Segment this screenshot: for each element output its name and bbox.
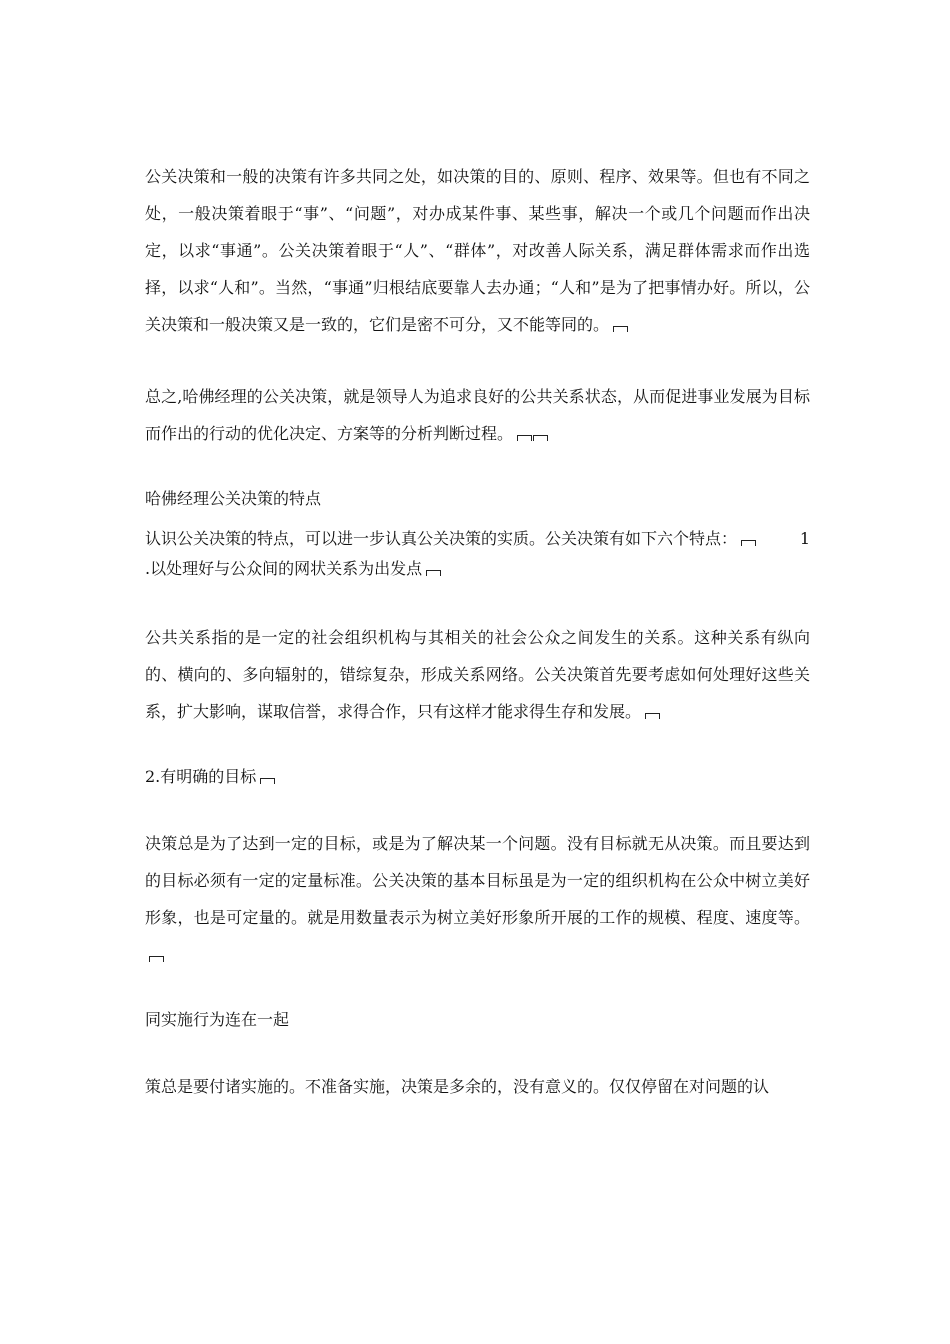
section-heading-features: 哈佛经理公关决策的特点 (145, 489, 322, 508)
paragraph-text: 总之,哈佛经理的公关决策，就是领导人为追求良好的公共关系状态，从而促进事业发展为目标而作出的行动的优化决定、方案等的分析判断过程。 (145, 387, 810, 443)
paragraph-mark-icon (533, 435, 548, 441)
paragraph-mark-icon (260, 778, 275, 784)
paragraph-mark-icon (741, 540, 756, 546)
paragraph-mark-icon (517, 435, 532, 441)
paragraph-common-vs-general (145, 158, 810, 343)
list-number: 1 (799, 529, 810, 548)
section-heading-implementation: 同实施行为连在一起 (145, 1010, 290, 1029)
paragraph-implementation: 策总是要付诸实施的。不准备实施，决策是多余的，没有意义的。仅仅停留在对问题的认 (145, 1077, 770, 1096)
paragraph-mark-icon (426, 570, 441, 576)
paragraph-mark-icon (613, 326, 628, 332)
heading-text: 2.有明确的目标 (145, 767, 257, 786)
paragraph-text: 认识公关决策的特点，可以进一步认真公关决策的实质。公关决策有如下六个特点： (145, 529, 738, 548)
paragraph-text: 公关决策和一般的决策有许多共同之处，如决策的目的、原则、程序、效果等。但也有不同之处，一般决策着眼于“事”、“问题”，对办成某件事、某些事，解决一个或几个问题而作出决定，以求“事通”。公关决策着眼于“人”、“群体”，对改善人际关系，满足群体需求而作出选择，以求“人和”。当然，“事通”归根结底要靠人去办通；“人和”是为了把事情办好。所以，公关决策和一般决策又是一致的，它们是密不可分，又不能等同的。 (145, 167, 810, 334)
paragraph-public-relations (145, 619, 810, 730)
paragraph-goals (145, 825, 810, 973)
section-heading-clear-goal (145, 764, 810, 790)
subheading-network: .以处理好与公众间的网状关系为出发点 (145, 559, 423, 578)
paragraph-text: 公共关系指的是一定的社会组织机构与其相关的社会公众之间发生的关系。这种关系有纵向的、横向的、多向辐射的，错综复杂，形成关系网络。公关决策首先要考虑如何处理好这些关系，扩大影响，谋取信誉，求得合作，只有这样才能求得生存和发展。 (145, 628, 810, 721)
paragraph-mark-icon (149, 956, 164, 962)
paragraph-summary (145, 378, 810, 452)
paragraph-features-intro (145, 524, 810, 584)
paragraph-text: 决策总是为了达到一定的目标，或是为了解决某一个问题。没有目标就无从决策。而且要达到的目标必须有一定的定量标准。公关决策的基本目标虽是为一定的组织机构在公众中树立美好形象，也是可定量的。就是用数量表示为树立美好形象所开展的工作的规模、程度、速度等。 (145, 834, 810, 927)
paragraph-mark-icon (645, 713, 660, 719)
document-body (145, 158, 810, 1105)
